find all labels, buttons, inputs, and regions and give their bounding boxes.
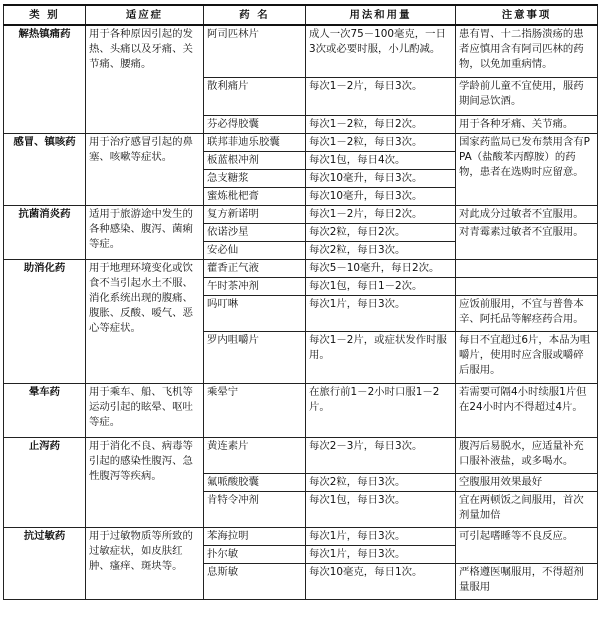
indication-cell: 用于地理环境变化或饮食不当引起水土不服、消化系统出现的腹痛、腹胀、反酸、嗳气、恶心等症状。: [86, 259, 204, 383]
table-row: [4, 25, 598, 77]
dosage-cell: 每次1片，每日3次。: [306, 545, 456, 563]
header-drug: 药 名: [204, 5, 306, 25]
notes-cell: 学龄前儿童不宜使用，服药期间忌饮酒。: [456, 77, 598, 115]
category-cell: 抗菌消炎药: [4, 205, 86, 259]
table-row: [4, 383, 598, 437]
dosage-cell: 每次1－2粒，每日2次。: [306, 115, 456, 133]
notes-cell: 对青霉素过敏者不宜服用。: [456, 223, 598, 259]
notes-cell: 对此成分过敏者不宜服用。: [456, 205, 598, 223]
dosage-cell: 每次10毫升，每日3次。: [306, 187, 456, 205]
header-notes: 注意事项: [456, 5, 598, 25]
category-cell: 止泻药: [4, 437, 86, 527]
drug-name-cell: 藿香正气液: [204, 259, 306, 277]
notes-cell: 国家药监局已发布禁用含有PPA（盐酸苯丙醇胺）的药物，患者在选购时应留意。: [456, 133, 598, 205]
notes-cell: 可引起嗜睡等不良反应。: [456, 527, 598, 563]
category-cell: 解热镇痛药: [4, 25, 86, 133]
notes-cell: 患有胃、十二指肠溃疡的患者应慎用含有阿司匹林的药物，以免加重病情。: [456, 25, 598, 77]
drug-name-cell: 蜜炼枇杷膏: [204, 187, 306, 205]
drug-name-cell: 依诺沙星: [204, 223, 306, 241]
dosage-cell: 每次2粒，每日3次。: [306, 473, 456, 491]
drug-name-cell: 扑尔敏: [204, 545, 306, 563]
table-row: [4, 527, 598, 545]
table-row: [4, 437, 598, 473]
header-indication: 适应症: [86, 5, 204, 25]
table-row: [4, 133, 598, 151]
drug-name-cell: 吗叮啉: [204, 295, 306, 331]
table-row: [4, 205, 598, 223]
drug-name-cell: 息斯敏: [204, 563, 306, 599]
indication-cell: 用于各种原因引起的发热、头痛以及牙痛、关节痛、腰痛。: [86, 25, 204, 133]
dosage-cell: 每次1－2片，每日3次。: [306, 77, 456, 115]
drug-name-cell: 急支糖浆: [204, 169, 306, 187]
dosage-cell: 每次10毫升，每日3次。: [306, 169, 456, 187]
drug-name-cell: 芬必得胶囊: [204, 115, 306, 133]
category-cell: 晕车药: [4, 383, 86, 437]
notes-cell: 空腹服用效果最好: [456, 473, 598, 491]
drug-name-cell: 散利痛片: [204, 77, 306, 115]
drug-name-cell: 黄连素片: [204, 437, 306, 473]
table-row: [4, 259, 598, 277]
category-cell: 感冒、镇咳药: [4, 133, 86, 205]
dosage-cell: 每次1－2片，或症状发作时服用。: [306, 331, 456, 383]
drug-name-cell: 罗内咀嚼片: [204, 331, 306, 383]
dosage-cell: 每次1包，每日3次。: [306, 491, 456, 527]
notes-cell: [456, 259, 598, 277]
header-category: 类 别: [4, 5, 86, 25]
indication-cell: 用于治疗感冒引起的鼻塞、咳嗽等症状。: [86, 133, 204, 205]
drug-name-cell: 乘晕宁: [204, 383, 306, 437]
indication-cell: 用于过敏物质等所致的过敏症状，如皮肤红肿、瘙痒、斑块等。: [86, 527, 204, 599]
dosage-cell: 在旅行前1－2小时口服1－2片。: [306, 383, 456, 437]
indication-cell: 适用于旅游途中发生的各种感染、腹泻、菌痢等症。: [86, 205, 204, 259]
notes-cell: 若需要可隔4小时续服1片但在24小时内不得超过4片。: [456, 383, 598, 437]
category-cell: 抗过敏药: [4, 527, 86, 599]
drug-name-cell: 复方新诺明: [204, 205, 306, 223]
dosage-cell: 每次1片，每日3次。: [306, 295, 456, 331]
notes-cell: [456, 277, 598, 295]
dosage-cell: 每次1－2粒，每日3次。: [306, 133, 456, 151]
header-row: [4, 5, 598, 25]
dosage-cell: 成人一次75－100毫克，一日3次或必要时服，小儿酌减。: [306, 25, 456, 77]
drug-name-cell: 氟哌酸胶囊: [204, 473, 306, 491]
dosage-cell: 每次1－2片，每日2次。: [306, 205, 456, 223]
notes-cell: 腹泻后易脱水，应适量补充口服补液盐，或多喝水。: [456, 437, 598, 473]
indication-cell: 用于消化不良、病毒等引起的感染性腹泻、急性腹泻等疾病。: [86, 437, 204, 527]
notes-cell: 宜在两顿饭之间服用，首次剂量加倍: [456, 491, 598, 527]
drug-name-cell: 肯特令冲剂: [204, 491, 306, 527]
drug-name-cell: 阿司匹林片: [204, 25, 306, 77]
notes-cell: 每日不宜超过6片，本品为咀嚼片，使用时应含服或嚼碎后服用。: [456, 331, 598, 383]
drug-name-cell: 板蓝根冲剂: [204, 151, 306, 169]
dosage-cell: 每次2粒，每日2次。: [306, 223, 456, 241]
category-cell: 助消化药: [4, 259, 86, 383]
medicine-table: [3, 4, 598, 600]
drug-name-cell: 苯海拉明: [204, 527, 306, 545]
drug-name-cell: 安必仙: [204, 241, 306, 259]
dosage-cell: 每次2粒，每日3次。: [306, 241, 456, 259]
dosage-cell: 每次10毫克，每日1次。: [306, 563, 456, 599]
indication-cell: 用于乘车、船、飞机等运动引起的眩晕、呕吐等症。: [86, 383, 204, 437]
notes-cell: 用于各种牙痛、关节痛。: [456, 115, 598, 133]
dosage-cell: 每次1片，每日3次。: [306, 527, 456, 545]
dosage-cell: 每次2－3片，每日3次。: [306, 437, 456, 473]
notes-cell: 严格遵医嘱服用，不得超剂量服用: [456, 563, 598, 599]
notes-cell: 应饭前服用，不宜与普鲁本辛、阿托品等解痉药合用。: [456, 295, 598, 331]
drug-name-cell: 联邦菲迪乐胶囊: [204, 133, 306, 151]
dosage-cell: 每次1包，每日4次。: [306, 151, 456, 169]
header-dosage: 用法和用量: [306, 5, 456, 25]
drug-name-cell: 午时茶冲剂: [204, 277, 306, 295]
dosage-cell: 每次1包，每日1－2次。: [306, 277, 456, 295]
dosage-cell: 每次5－10毫升，每日2次。: [306, 259, 456, 277]
